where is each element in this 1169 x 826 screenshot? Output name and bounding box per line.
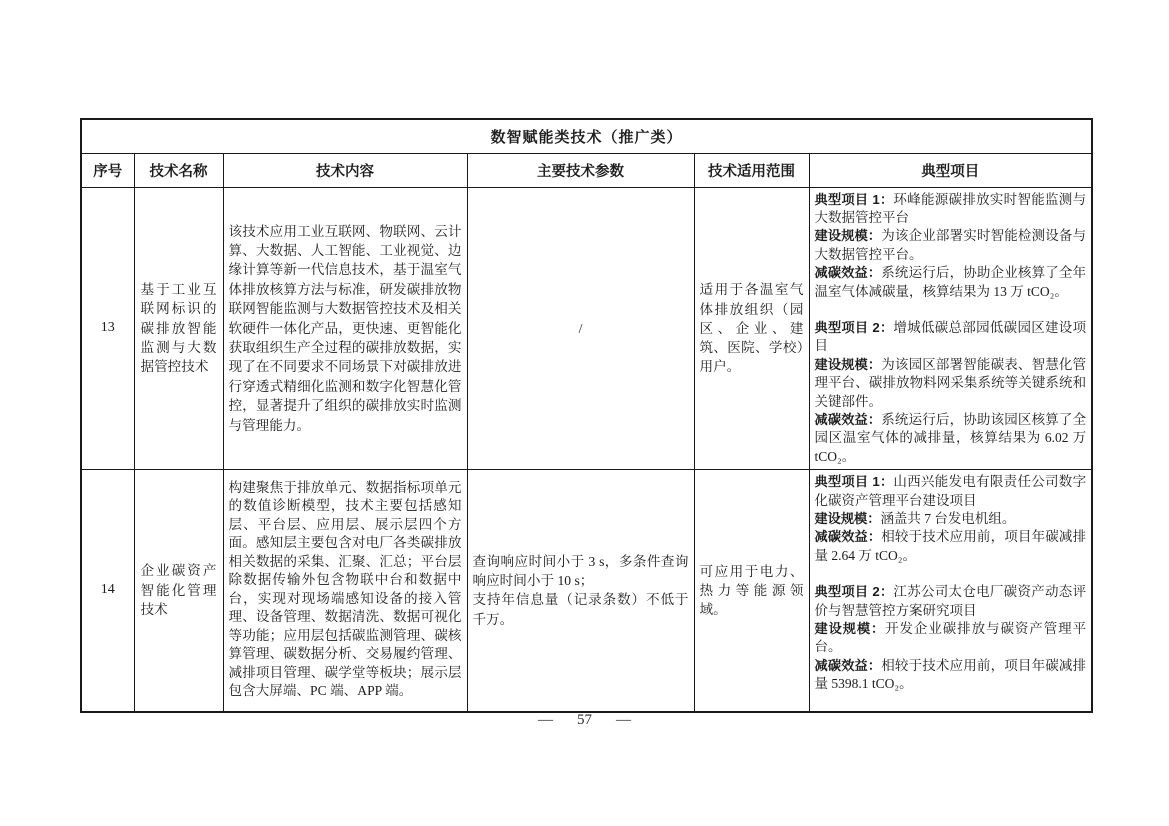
project-line: 减碳效益：相较于技术应用前，项目年碳减排量 5398.1 tCO₂。 <box>814 657 1087 692</box>
table-row-13 <box>81 187 1092 470</box>
serial-number: 13 <box>81 187 134 470</box>
tech-scope: 可应用于电力、热力等能源领域。 <box>694 470 809 712</box>
tech-scope: 适用于各温室气体排放组织（园区、企业、建筑、医院、学校）用户。 <box>694 187 809 470</box>
tech-name: 企业碳资产智能化管理技术 <box>134 470 223 712</box>
column-header-tech-content: 技术内容 <box>223 153 467 187</box>
project-line: 典型项目 1：环峰能源碳排放实时智能监测与大数据管控平台 <box>814 191 1087 225</box>
typical-projects <box>809 187 1092 470</box>
project-line: 典型项目 2：增城低碳总部园低碳园区建设项目 <box>814 319 1087 354</box>
tech-params <box>467 470 694 712</box>
serial-number: 14 <box>81 470 134 712</box>
column-header-serial: 序号 <box>81 153 134 187</box>
project-line: 建设规模：开发企业碳排放与碳资产管理平台。 <box>814 621 1087 655</box>
tech-params: / <box>467 187 694 470</box>
project-line: 建设规模：为该企业部署实时智能检测设备与大数据管控平台。 <box>814 228 1087 262</box>
footer-dash-left: — <box>538 712 553 728</box>
column-header-tech-name: 技术名称 <box>134 153 223 187</box>
table-header-row <box>81 153 1092 187</box>
table-row-14 <box>81 470 1092 712</box>
table-title: 数智赋能类技术（推广类） <box>81 119 1092 153</box>
footer-dash-right: — <box>616 712 631 728</box>
tech-content: 构建聚焦于排放单元、数据指标项单元的数值诊断模型，技术主要包括感知层、平台层、应用层、展示层四个方面。感知层主要包含对电厂各类碳排放相关数据的采集、汇聚、汇总；平台层除数据传输外包含物联中台和数据中台，实现对现场端感知设备的接入管理、设备管理、数据清洗、数据可视化等功能；应用层包括碳监测管理、碳核算管理、碳数据分析、交易履约管理、减排项目管理、碳学堂等板块；展示层包含大屏端、PC 端、APP 端。 <box>223 470 467 712</box>
tech-content: 该技术应用工业互联网、物联网、云计算、大数据、人工智能、工业视觉、边缘计算等新一代信息技术，基于温室气体排放核算方法与标准，研发碳排放物联网智能监测与大数据管控技术及相关软硬件一体化产品，更快速、更智能化获取组织生产全过程的碳排放数据，实现了在不同要求不同场景下对碳排放进行穿透式精细化监测和数字化智慧化管控，显著提升了组织的碳排放实时监测与管理能力。 <box>223 187 467 470</box>
technology-catalog-table <box>80 118 1093 713</box>
project-line: 建设规模：涵盖共 7 台发电机组。 <box>814 511 1016 526</box>
column-header-tech-params: 主要技术参数 <box>467 153 694 187</box>
column-header-typical-projects: 典型项目 <box>809 153 1092 187</box>
page-footer <box>0 712 1169 729</box>
tech-name: 基于工业互联网标识的碳排放智能监测与大数据管控技术 <box>134 187 223 470</box>
table-title-row <box>81 119 1092 153</box>
project-line: 减碳效益：系统运行后，协助该园区核算了全园区温室气体的减排量，核算结果为 6.02 万 tCO₂。 <box>814 411 1087 464</box>
project-line: 典型项目 2：江苏公司太仓电厂碳资产动态评价与智慧管控方案研究项目 <box>814 584 1087 618</box>
param-line: 支持年信息量（记录条数）不低于千万。 <box>472 592 689 627</box>
project-line: 减碳效益：系统运行后，协助企业核算了全年温室气体减碳量，核算结果为 13 万 tCO₂。 <box>814 265 1087 299</box>
project-line: 建设规模：为该园区部署智能碳表、智慧化管理平台、碳排放物料网采集系统等关键系统和关键部件。 <box>814 356 1087 409</box>
typical-projects <box>809 470 1092 712</box>
param-line: 查询响应时间小于 3 s，多条件查询响应时间小于 10 s； <box>472 554 689 589</box>
page-number: 57 <box>577 712 592 728</box>
column-header-scope: 技术适用范围 <box>694 153 809 187</box>
project-line: 减碳效益：相较于技术应用前，项目年碳减排量 2.64 万 tCO₂。 <box>814 529 1087 563</box>
project-line: 典型项目 1：山西兴能发电有限责任公司数字化碳资产管理平台建设项目 <box>814 474 1087 508</box>
